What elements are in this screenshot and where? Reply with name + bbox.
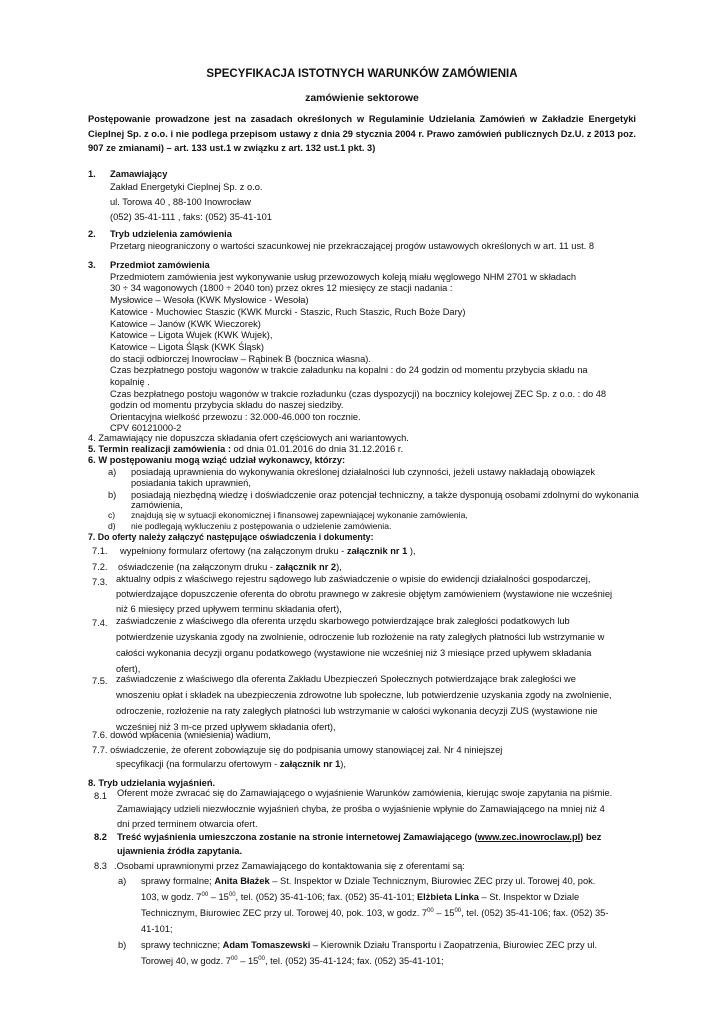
item-7-4 [116, 613, 637, 677]
item-line: ofert), [116, 664, 141, 674]
item-7-7-end: ), [340, 759, 346, 769]
list-marker: b) [108, 490, 117, 500]
document-subtitle: zamówienie sektorowe [305, 92, 419, 104]
item-line: Zamawiający udzieli niezwłocznie wyjaśnień chyba, że prośba o wyjaśnienie wpłynie do Zamawiającego na mniej niż 4 [117, 803, 605, 814]
cpv-code: CPV 60121000-2 [110, 423, 182, 433]
item-8-2-number: 8.2 [94, 832, 107, 842]
contact-formal-line [141, 907, 608, 919]
item-line: dni przed terminem otwarcia ofert. [117, 819, 258, 829]
contact-text: sprawy techniczne; [141, 940, 223, 950]
contact-text: Technicznym, Biurowiec ZEC przy ul. Torowej 40, pok. 103, w godz. 7 [141, 908, 428, 918]
item-7-1-end: ), [407, 546, 416, 556]
section-4: 4. Zamawiający nie dopuszcza składania ofert częściowych ani wariantowych. [88, 433, 409, 443]
list-item: znajdują się w sytuacji ekonomicznej i finansowej zapewniającej wykonanie zamówienia, [131, 510, 468, 520]
section-7-title: 7. Do oferty należy załączyć następujące oświadczenia i dokumenty: [88, 532, 374, 542]
intro-paragraph: Postępowanie prowadzone jest na zasadach określonych w Regulaminie Udzielania Zamówień w Zakładzie Energetyki Cieplnej Sp. z o.o. i nie podlega przepisom ustawy z dnia 29 stycznia 2004 r. Prawo zamówień publicznych Dz.U. z 2013 poz. 907 ze zmianami) – art. 133 ust.1 w związku z art. 132 ust.1 pkt. 3) [88, 114, 636, 153]
contractor-name: Zakład Energetyki Cieplnej Sp. z o.o. [110, 182, 263, 192]
section-3-line: Katowice – Ligota Wujek (KWK Wujek), [110, 330, 273, 340]
contact-text: – Kierownik Działu Transportu i Zaopatrzenia, Biurowiec ZEC przy ul. [310, 940, 598, 950]
superscript: 00 [230, 956, 238, 962]
section-3-line: Przedmiotem zamówienia jest wykonywanie usług przewozowych koleją miału węglowego NHM 2701 w składach [110, 272, 577, 282]
item-7-1-number: 7.1. [92, 546, 108, 556]
contact-text: – 15 [208, 892, 229, 902]
section-3-line: Czas bezpłatnego postoju wagonów w trakcie rozładunku (czas dyspozycji) na bocznicy kolejowej ZEC Sp. z o.o. : do 48 [110, 389, 607, 399]
contact-text: Torowej 40, w godz. 7 [141, 956, 231, 966]
section-2-number: 2. [88, 229, 96, 239]
section-5-text: od dnia 01.01.2016 do dnia 31.12.2016 r. [230, 444, 404, 454]
contact-formal-line [141, 875, 595, 887]
section-2-title: Tryb udzielenia zamówienia [110, 229, 232, 239]
contact-technical-line [141, 939, 597, 951]
section-3-line: Katowice – Ligota Śląsk (KWK Śląsk) [110, 342, 264, 352]
item-8-1-number: 8.1 [94, 791, 107, 801]
document-title: SPECYFIKACJA ISTOTNYCH WARUNKÓW ZAMÓWIENIA [206, 68, 518, 80]
section-2-text: Przetarg nieograniczony o wartości szacunkowej nie przekraczającej progów ustawowych określonych w art. 11 ust. 8 [110, 241, 595, 251]
section-5-label: 5. Termin realizacji zamówienia : [88, 444, 231, 454]
contractor-address: ul. Torowa 40 , 88-100 Inowrocław [110, 197, 251, 207]
list-item: posiadają niezbędną wiedzę i doświadczenie oraz potencjał techniczny, a także dysponują osobami zdolnymi do wykonania [131, 490, 639, 500]
section-1-title: Zamawiający [110, 169, 168, 179]
contractor-phone: (052) 35-41-111 , faks: (052) 35-41-101 [110, 212, 272, 222]
item-7-7-continued [116, 758, 346, 770]
section-3-line: 30 ÷ 34 wagonowych (1800 ÷ 2040 ton) przez okres 12 miesięcy ze stacji nadania : [110, 283, 453, 293]
list-item: posiadają uprawnienia do wykonywania określonej działalności lub czynności, jeżeli ustawy nakładają obowiązek [131, 467, 596, 477]
superscript: 00 [454, 908, 462, 914]
superscript: 00 [201, 892, 209, 898]
website-link[interactable]: www.zec.inowroclaw.pl [477, 832, 581, 842]
section-3-line: godzin od momentu przybycia składu do naszej siedziby. [110, 400, 344, 410]
list-marker: a) [118, 876, 127, 886]
item-line: Oferent może zwracać się do Zamawiającego o wyjaśnienie Warunków zamówienia, kierując swoje zapytania na piśmie. [117, 788, 613, 798]
section-6-title: 6. W postępowaniu mogą wziąć udział wykonawcy, którzy: [88, 455, 346, 465]
item-7-2-number: 7.2. [92, 562, 108, 572]
item-8-2-end: ) bez [580, 832, 602, 842]
contact-name: Elżbieta Linka [416, 892, 479, 902]
item-7-2-text: oświadczenie (na załączonym druku - [118, 562, 276, 572]
section-3-line: Katowice – Janów (KWK Wieczorek) [110, 319, 261, 329]
item-7-6: 7.6. dowód wpłacenia (wniesienia) wadium, [92, 730, 271, 740]
attachment-ref: załącznik nr 1 [346, 546, 408, 556]
section-3-line: Czas bezpłatnego postoju wagonów w trakcie załadunku na kopalni : do 24 godzin od momentu przybycia składu na [110, 365, 588, 375]
list-marker: b) [118, 940, 127, 950]
section-3-title: Przedmiot zamówienia [110, 260, 210, 270]
attachment-ref: załącznik nr 2 [275, 562, 337, 572]
superscript: 00 [228, 892, 236, 898]
section-1-number: 1. [88, 169, 96, 179]
item-7-2-end: ), [336, 562, 342, 572]
section-3-line: do stacji odbiorczej Inowrocław – Rąbinek B (bocznica własna). [110, 354, 371, 364]
item-8-3-number: 8.3 [94, 861, 107, 871]
section-3-number: 3. [88, 260, 96, 270]
item-line: aktualny odpis z właściwego rejestru sądowego lub zaświadczenie o wpisie do ewidencji działalności gospodarczej, [116, 574, 591, 584]
list-marker: d) [108, 521, 116, 531]
contact-text: 103, w godz. 7 [141, 892, 202, 902]
item-line: wnoszeniu opłat i składek na ubezpieczenia zdrowotne lub społeczne, lub potwierdzenie uzyskania zgody na zwolnienie, [116, 690, 612, 700]
contact-technical-line [141, 955, 444, 967]
superscript: 00 [258, 956, 265, 962]
item-line: odroczenie, rozłożenie na raty zaległych płatności lub wstrzymanie w całości wykonania decyzji ZUS (wystawione nie [116, 706, 598, 716]
contact-name: Anita Błażek [214, 876, 270, 886]
item-8-3: .Osobami uprawnionymi przez Zamawiającego do kontaktowania się z oferentami są: [114, 861, 465, 871]
item-line: potwierdzające dopuszczenie oferenta do obrotu prawnego w zakresie objętym zamówieniem (wystawione nie wcześniej [116, 589, 613, 599]
item-7-3 [116, 572, 637, 617]
contact-formal-line [141, 891, 579, 903]
contact-text: – St. Inspektor w Dziale [478, 892, 580, 902]
item-7-4-number: 7.4. [92, 618, 108, 628]
item-7-5-number: 7.5. [92, 676, 108, 686]
list-item: posiadania takich uprawnień, [131, 478, 251, 488]
contact-text: , tel. (052) 35-41-106; fax. (052) 35- [461, 908, 609, 918]
section-3-line: Mysłowice – Wesoła (KWK Mysłowice - Wesoła) [110, 295, 309, 305]
contact-formal-line: 41-101; [141, 924, 173, 934]
item-7-1-text: wypełniony formularz ofertowy (na załączonym druku - [120, 546, 347, 556]
contact-text: – 15 [237, 956, 259, 966]
item-7-3-number: 7.3. [92, 577, 108, 587]
contact-text: – St. Inspektor w Dziale Technicznym, Biurowiec ZEC przy ul. Torowej 40, pok. [269, 876, 596, 886]
contact-text: sprawy formalne; [141, 876, 215, 886]
item-7-7-text: specyfikacji (na formularzu ofertowym - [116, 759, 280, 769]
item-line: zaświadczenie z właściwego dla oferenta urzędu skarbowego potwierdzające brak zaległości podatkowych lub [116, 616, 570, 626]
section-3-line: kopalnię . [110, 377, 150, 387]
contact-text: , tel. (052) 35-41-106; fax. (052) 35-41-101; [235, 892, 417, 902]
list-marker: a) [108, 467, 117, 477]
item-line: potwierdzenie uzyskania zgody na zwolnienie, odroczenie lub rozłożenie na raty zaległych płatności lub wstrzymanie w [116, 632, 605, 642]
list-marker: c) [108, 510, 116, 520]
list-item: nie podlegają wykluczeniu z postępowania o udzielenie zamówienia. [131, 521, 392, 531]
contact-text: – 15 [433, 908, 455, 918]
item-8-1 [117, 786, 637, 833]
contact-text: , tel. (052) 35-41-124; fax. (052) 35-41-101; [264, 956, 444, 966]
item-8-2 [117, 831, 601, 843]
attachment-ref: załącznik nr 1 [279, 759, 341, 769]
superscript: 00 [427, 908, 434, 914]
section-3-line: Orientacyjna wielkość przewozu : 32.000-46.000 ton rocznie. [110, 412, 361, 422]
item-8-2-continued: ujawnienia źródła zapytania. [117, 846, 243, 856]
section-8-title: 8. Tryb udzielania wyjaśnień. [88, 778, 216, 788]
item-line: wcześniej niż 3 m-ce przed upływem składania ofert), [116, 722, 336, 732]
contact-name: Adam Tomaszewski [222, 940, 311, 950]
item-line: zaświadczenie z właściwego dla oferenta Zakładu Ubezpieczeń Społecznych potwierdzające brak zaległości we [116, 674, 576, 684]
list-item: zamówienia, [131, 500, 183, 510]
item-7-7: 7.7. oświadczenie, że oferent zobowiązuje się do podpisania umowy stanowiącej zał. Nr 4 niniejszej [92, 745, 503, 755]
item-line: całości wykonania decyzji organu podatkowego (wystawione nie wcześniej niż 3 miesiące przed upływem składania [116, 648, 592, 658]
item-7-5 [116, 671, 637, 735]
item-8-2-text: Treść wyjaśnienia umieszczona zostanie na stronie internetowej Zamawiającego ( [117, 832, 478, 842]
item-7-1 [120, 545, 416, 557]
item-line: niż 6 miesięcy przed upływem terminu składania ofert), [116, 604, 342, 614]
section-3-line: Katowice - Muchowiec Staszic (KWK Murcki - Staszic, Ruch Staszic, Ruch Boże Dary) [110, 307, 466, 317]
